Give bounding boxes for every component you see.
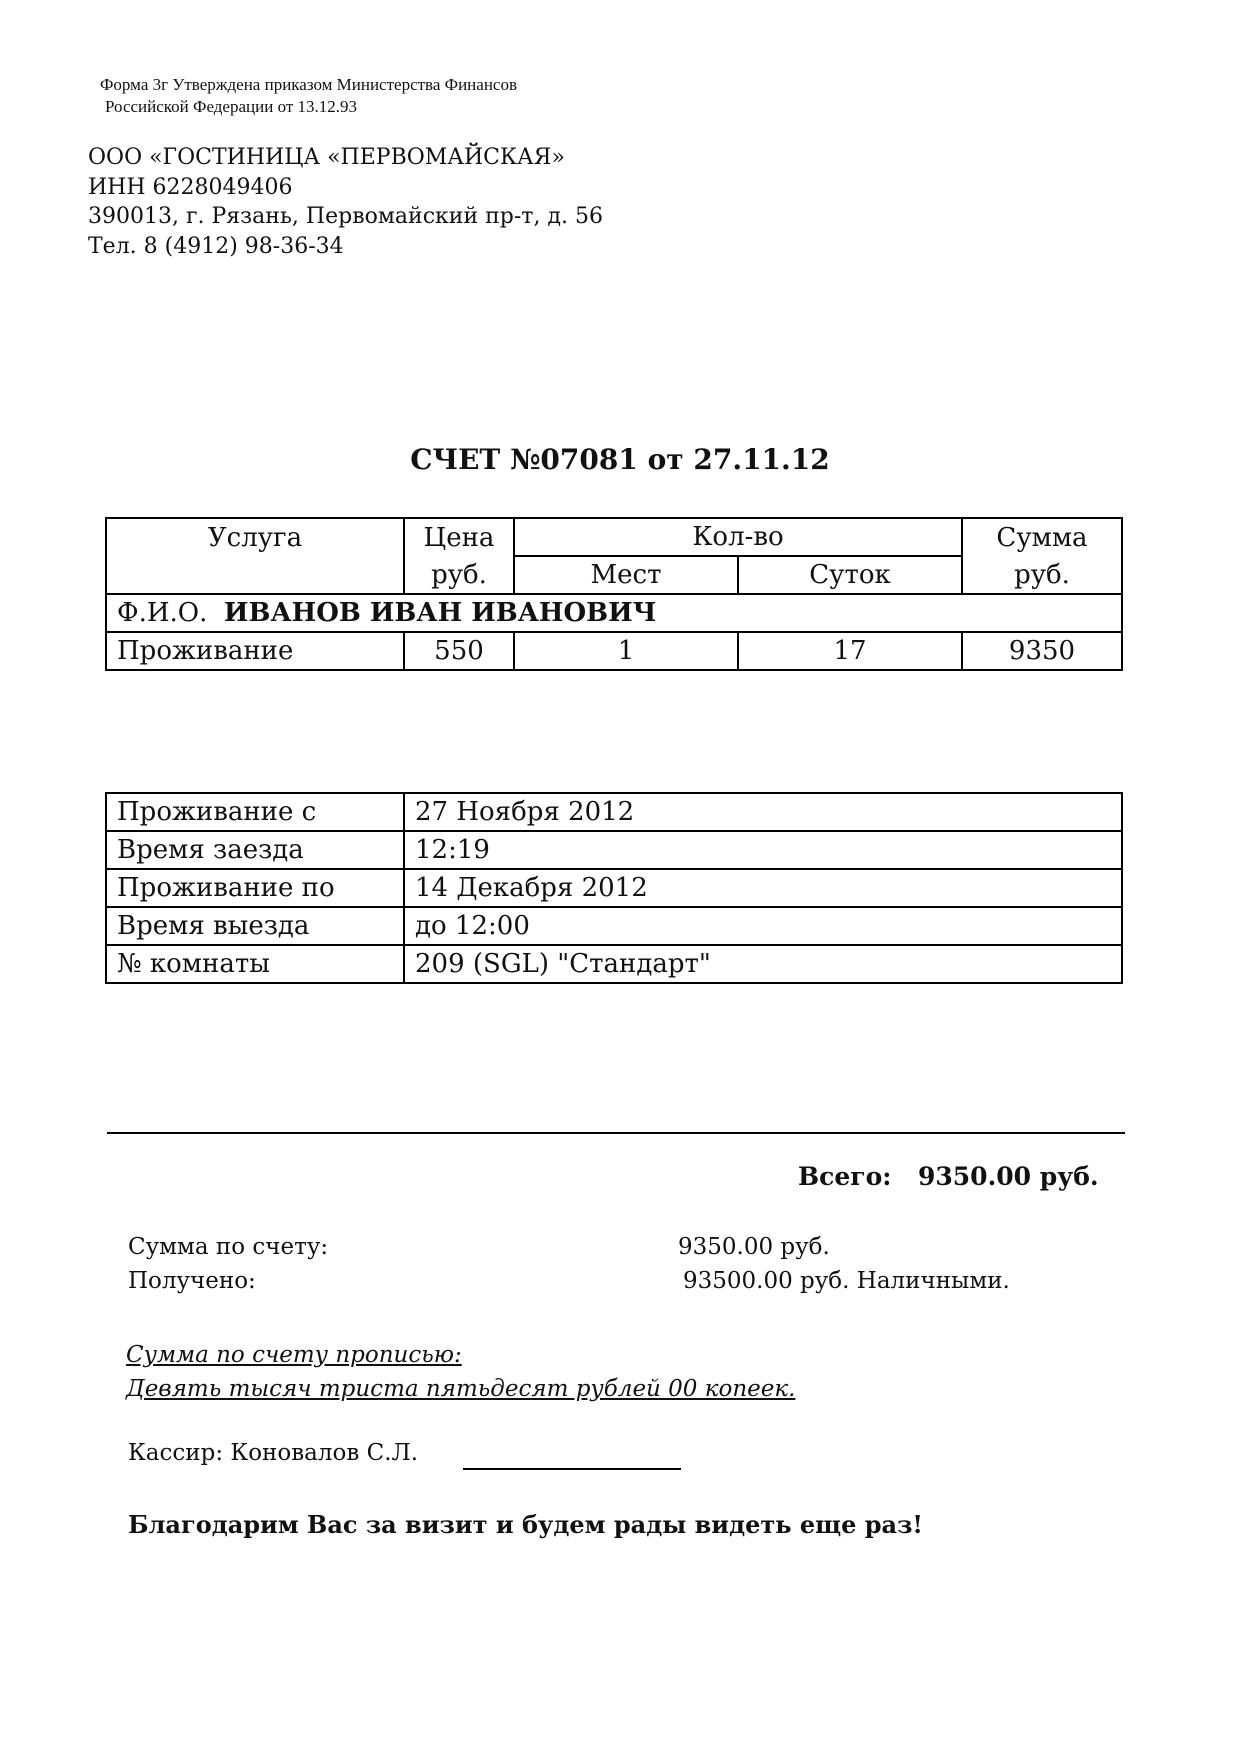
col-price-unit: руб.	[404, 556, 514, 594]
col-qty-header: Кол-во	[514, 518, 962, 556]
guest-name: ИВАНОВ ИВАН ИВАНОВИЧ	[223, 598, 657, 628]
stay-value: 209 (SGL) "Стандарт"	[404, 945, 1122, 983]
service-table	[105, 517, 1123, 671]
col-days-header: Суток	[738, 556, 962, 594]
table-row	[106, 945, 1122, 983]
sum-in-words	[126, 1338, 795, 1406]
stay-value: 12:19	[404, 831, 1122, 869]
received-label: Получено:	[128, 1268, 256, 1294]
divider-line	[107, 1132, 1125, 1134]
stay-label: № комнаты	[106, 945, 404, 983]
price-cell: 550	[404, 632, 514, 670]
form-note-line-1: Форма 3г Утверждена приказом Министерства Финансов	[100, 75, 517, 94]
table-row	[106, 632, 1122, 670]
col-places-header: Мест	[514, 556, 738, 594]
table-row	[106, 869, 1122, 907]
table-row	[106, 907, 1122, 945]
sum-cell: 9350	[962, 632, 1122, 670]
stay-label: Время выезда	[106, 907, 404, 945]
signature-line	[463, 1468, 681, 1470]
invoice-title: СЧЕТ №07081 от 27.11.12	[410, 443, 830, 476]
organization-block	[88, 143, 603, 261]
cashier-name: Кассир: Коновалов С.Л.	[128, 1440, 419, 1466]
stay-value: до 12:00	[404, 907, 1122, 945]
stay-value: 27 Ноября 2012	[404, 793, 1122, 831]
invoice-sum-value: 9350.00 руб.	[678, 1234, 830, 1260]
org-name: ООО «ГОСТИНИЦА «ПЕРВОМАЙСКАЯ»	[88, 145, 565, 170]
thank-you-message: Благодарим Вас за визит и будем рады видеть еще раз!	[128, 1510, 923, 1539]
table-row	[106, 793, 1122, 831]
table-row	[106, 831, 1122, 869]
stay-label: Время заезда	[106, 831, 404, 869]
org-address: 390013, г. Рязань, Первомайский пр-т, д. 56	[88, 204, 603, 229]
sum-in-words-text: Девять тысяч триста пятьдесят рублей 00 копеек.	[126, 1376, 796, 1402]
received-value: 93500.00 руб. Наличными.	[683, 1268, 1010, 1294]
days-cell: 17	[738, 632, 962, 670]
form-approval-note	[100, 74, 517, 118]
stay-label: Проживание по	[106, 869, 404, 907]
org-phone: Тел. 8 (4912) 98-36-34	[88, 233, 344, 259]
places-cell: 1	[514, 632, 738, 670]
total-value: 9350.00 руб.	[918, 1162, 1099, 1191]
col-service-header: Услуга	[106, 518, 404, 556]
sum-in-words-label: Сумма по счету прописью:	[126, 1342, 462, 1368]
guest-name-row	[106, 594, 1122, 632]
stay-label: Проживание с	[106, 793, 404, 831]
org-inn: ИНН 6228049406	[88, 174, 293, 200]
form-note-line-2: Российской Федерации от 13.12.93	[105, 97, 358, 116]
stay-details-table	[105, 792, 1123, 984]
stay-value: 14 Декабря 2012	[404, 869, 1122, 907]
guest-name-label: Ф.И.О.	[117, 598, 208, 628]
invoice-sum-label: Сумма по счету:	[128, 1234, 329, 1260]
service-name-cell: Проживание	[106, 632, 404, 670]
total-label: Всего:	[798, 1162, 892, 1191]
col-sum-header: Сумма	[962, 518, 1122, 556]
col-sum-unit: руб.	[962, 556, 1122, 594]
col-service-header-cont	[106, 556, 404, 594]
col-price-header: Цена	[404, 518, 514, 556]
